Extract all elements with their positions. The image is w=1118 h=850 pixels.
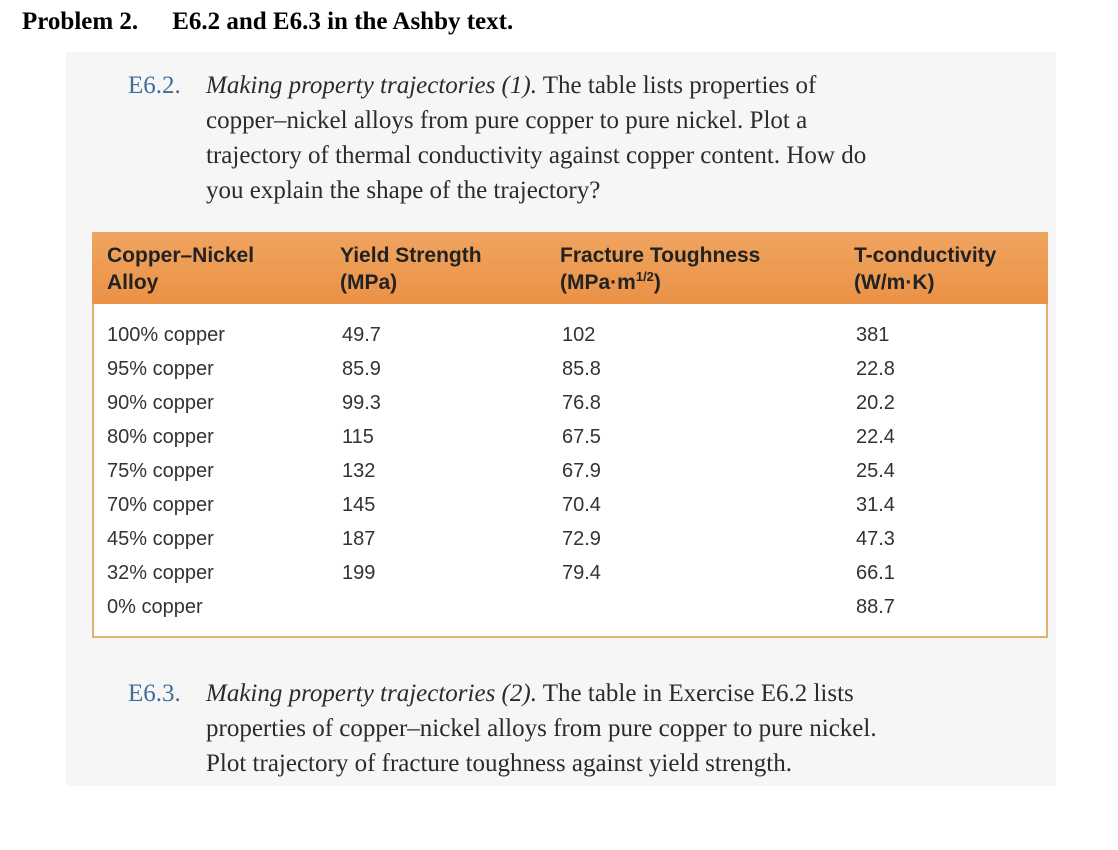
problem-reference: E6.2 and E6.3 in the Ashby text.	[172, 8, 514, 35]
table-row	[94, 320, 1046, 354]
exercise-title: Making property trajectories (2).	[206, 680, 537, 707]
exercise-text	[206, 68, 1028, 208]
cell-alloy: 45% copper	[107, 528, 214, 550]
cell-alloy: 80% copper	[107, 426, 214, 448]
cell-yield-strength: 99.3	[342, 392, 381, 414]
header-line: T-conductivity	[854, 244, 997, 267]
header-unit-exponent: 1/2	[635, 269, 654, 284]
cell-yield-strength: 199	[342, 562, 376, 584]
cell-alloy: 0% copper	[107, 596, 203, 618]
exercise-line: trajectory of thermal conductivity against copper content. How do	[206, 142, 867, 169]
header-yield-strength	[340, 242, 482, 296]
table-row	[94, 524, 1046, 558]
exercise-line: you explain the shape of the trajectory?	[206, 177, 601, 204]
exercise-line: Plot trajectory of fracture toughness against yield strength.	[206, 750, 792, 777]
exercise-title: Making property trajectories (1).	[206, 72, 537, 99]
cell-alloy: 90% copper	[107, 392, 214, 414]
header-conductivity	[854, 242, 996, 296]
cell-yield-strength: 85.9	[342, 358, 381, 380]
table-row	[94, 422, 1046, 456]
cell-yield-strength: 145	[342, 494, 376, 516]
table-header	[92, 232, 1048, 304]
cell-conductivity: 66.1	[856, 562, 895, 584]
exercise-text	[206, 676, 1048, 781]
cell-conductivity: 31.4	[856, 494, 895, 516]
exercise-number: E6.3.	[128, 680, 181, 707]
exercise-line: The table in Exercise E6.2 lists	[536, 680, 854, 707]
table-row	[94, 388, 1046, 422]
cell-alloy: 32% copper	[107, 562, 214, 584]
exercise-line: copper–nickel alloys from pure copper to pure nickel. Plot a	[206, 107, 808, 134]
table-row	[94, 592, 1046, 626]
cell-alloy: 70% copper	[107, 494, 214, 516]
header-line: Yield Strength	[340, 244, 482, 267]
table-row	[94, 490, 1046, 524]
cell-conductivity: 47.3	[856, 528, 895, 550]
cell-alloy: 95% copper	[107, 358, 214, 380]
cell-yield-strength: 132	[342, 460, 376, 482]
cell-fracture-toughness: 70.4	[562, 494, 601, 516]
header-line: Copper–Nickel	[107, 244, 255, 267]
cell-conductivity: 381	[856, 324, 890, 346]
cell-conductivity: 25.4	[856, 460, 895, 482]
header-unit-close: )	[653, 271, 661, 294]
cell-fracture-toughness: 102	[562, 324, 596, 346]
table-row	[94, 558, 1046, 592]
cell-yield-strength: 115	[342, 426, 374, 448]
cell-fracture-toughness: 67.9	[562, 460, 601, 482]
header-line: Alloy	[107, 271, 159, 294]
header-fracture-toughness	[560, 242, 760, 296]
problem-title: Problem 2.	[22, 8, 139, 35]
cell-fracture-toughness: 67.5	[562, 426, 601, 448]
exercise-e6-2	[128, 68, 1028, 208]
exercise-number: E6.2.	[128, 72, 181, 99]
exercise-line: properties of copper–nickel alloys from pure copper to pure nickel.	[206, 715, 877, 742]
exercise-e6-3	[128, 676, 1048, 781]
cell-fracture-toughness: 79.4	[562, 562, 601, 584]
cell-alloy: 75% copper	[107, 460, 214, 482]
header-alloy	[107, 242, 254, 296]
properties-table	[92, 232, 1048, 638]
table-row	[94, 456, 1046, 490]
cell-conductivity: 20.2	[856, 392, 895, 414]
header-unit: (MPa·m	[560, 271, 636, 294]
table-row	[94, 354, 1046, 388]
cell-alloy: 100% copper	[107, 324, 225, 346]
problem-header	[22, 8, 513, 36]
cell-yield-strength: 49.7	[342, 324, 381, 346]
cell-conductivity: 22.8	[856, 358, 895, 380]
cell-conductivity: 88.7	[856, 596, 895, 618]
cell-fracture-toughness: 76.8	[562, 392, 601, 414]
header-line: (W/m·K)	[854, 271, 935, 294]
header-line: (MPa)	[340, 271, 398, 294]
table-body	[94, 320, 1046, 626]
header-line: Fracture Toughness	[560, 244, 761, 267]
header-line	[560, 269, 760, 296]
exercise-line: The table lists properties of	[536, 72, 817, 99]
cell-conductivity: 22.4	[856, 426, 895, 448]
cell-fracture-toughness: 72.9	[562, 528, 601, 550]
cell-fracture-toughness: 85.8	[562, 358, 601, 380]
cell-yield-strength: 187	[342, 528, 376, 550]
